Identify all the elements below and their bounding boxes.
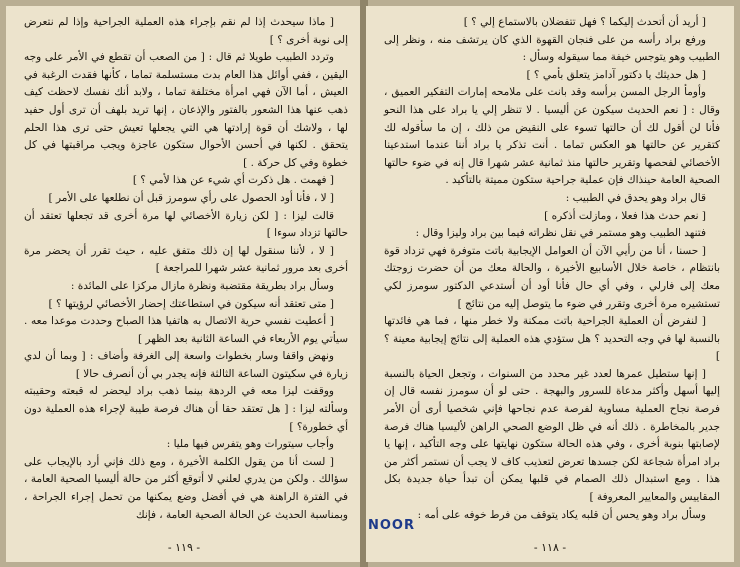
page-number: - ١١٩ -: [167, 541, 201, 554]
paragraph: وسأل براد وهو يحس أن قلبه يكاد يتوقف من فرط خوفه على أمه :: [417, 508, 706, 521]
page-number: - ١١٨ -: [533, 541, 567, 554]
left-page-text: [24, 14, 348, 524]
paragraph: ووقفت ليزا معه في الردهة بينما ذهب براد ليحضر له قبعته وحقيبته وسألته ليزا : [ هل تعتقد حقا أن هناك فرصة طيبة لإجراء هذه العملية دون أي خطورة؟ ]: [24, 385, 348, 433]
paragraph: [ أريد أن أتحدث إليكما ؟ فهل تتفضلان بالاستماع إلي ؟ ]: [463, 16, 706, 28]
paragraph: [ لا ، لأننا سنقول لها إن ذلك متفق عليه ، حيث تقرر أن يحضر مرة أخرى بعد مرور ثمانية عشر شهرا للمراجعة ]: [24, 244, 348, 275]
paragraph: [ فهمت . هل ذكرت أي شيء عن هذا لأمي ؟ ]: [132, 174, 334, 187]
paragraph: [ متى تعتقد أنه سيكون في استطاعتك إحضار الأخصائي لرؤيتها ؟ ]: [48, 297, 334, 310]
paragraph: فتنهد الطبيب وهو مستمر في نقل نظراته فيما بين براد وليزا وقال :: [415, 227, 706, 240]
paragraph: [ ماذا سيحدث إذا لم نقم بإجراء هذه العملية الجراحية وإذا لم نتعرض إلى نوبة أخرى ؟ ]: [24, 16, 348, 46]
paragraph: [ لنفرض أن العملية الجراحية باتت ممكنة ولا خطر منها ، فما هي فائدتها بالنسبة لها في وجه التحديد ؟ هل ستؤدي هذه العملية إلى نتائج إيجابية معينة ؟ ]: [384, 315, 720, 363]
paragraph: [ نعم حدث هذا فعلا ، ومازلت أذكره ]: [544, 209, 706, 222]
right-page: [366, 6, 734, 562]
paragraph: وسأل براد بطريقة مقتضبة ونظرة مازال مركزا على المائدة :: [70, 279, 334, 292]
paragraph: [ لا ، فأنا أود الحصول على رأي سومرز قبل أن نطلعها على الأمر ]: [48, 191, 334, 204]
watermark: NOOR: [368, 518, 415, 533]
paragraph: وأجاب سيتورات وهو يتفرس فيها مليا :: [166, 438, 334, 451]
paragraph: وأومأ الرجل المسن برأسه وقد بانت على ملامحه إمارات التفكير العميق ، وقال : [ نعم الحديث سيكون عن أليسيا . لا تنظر إلي يا براد على هذا النحو فأنا لن أقول لك أن حالتها تسوء على النقيض من ذلك ، إن ما سأقوله لك كتقرير عن حالتها هو العكس تماما . أنت تذكر يا براد أننا عندما استدعينا الأخصائي لفحصها وتقرير حالتها منذ ثمانية عشر شهرا قال إنه في ضوء حالتها الصحية العامة حينذاك فإن عملية جراحية ستكون مميتة بالتأكيد .: [384, 86, 720, 187]
paragraph: [ لست أنا من يقول الكلمة الأخيرة ، ومع ذلك فإني أرد بالإيجاب على سؤالك . ولكن من يدري لعلني لا أتوقع أكثر من حالة أليسيا الصحية العامة ، في الفترة الراهنة هي في أفضل وضع يمكنها من تحمل إجراء الجراحة ، وبمناسبة الحديث عن الحالة الصحية العامة ، فإنك: [24, 455, 348, 521]
right-page-text: [384, 14, 720, 524]
paragraph: قال براد وهو يحدق في الطبيب :: [565, 191, 706, 204]
paragraph: [ إنها ستطيل عمرها لعدد غير محدد من السنوات ، وتجعل الحياة بالنسبة إليها أسهل وأكثر مدعاة للسرور والبهجة . حتى لو أن سومرز نفسه قال إن فرصة نجاح العملية مساوية لفرصة عدم نجاحها فإني شخصيا أرى أن الأمر جدير بالمخاطرة . ذلك أنه في ظل الوضع الصحي الراهن لأليسيا هناك فرصة لإصابتها بنوبة أخرى ، وفي هذه الحالة ستكون نهايتها على وجه التأكيد ، إنها يا براد امرأة شجاعة لكن جسدها تعرض لتعذيب كاف لا يجب أن نستمر أكثر من هذا . ومع استبدال ذلك الصمام في قلبها يمكن أن تبدأ حياة جديدة بكل المقاييس والمعايير المعروفة ]: [384, 367, 720, 504]
paragraph: ونهض واقفا وسار بخطوات واسعة إلى الغرفة وأضاف : [ وبما أن لدي زيارة في سكيتون الساعة الثالثة فإنه يجدر بي أن أنصرف حالا ]: [24, 350, 348, 380]
paragraph: [ حسنا ، أنا من رأيي الآن أن العوامل الإيجابية باتت متوفرة فهي تزداد قوة بانتظام ، خاصة خلال الأسابيع الأخيرة ، والحالة معك من أن حضرت زوجتك معك إلى فارلي ، وفي أي حال فأنا أود أن أستدعي الدكتور سومرز لكي تستشيره مرة أخرى وتقرر في ضوء ما يتوصل إليه من نتائج ]: [384, 244, 720, 310]
paragraph: قالت ليزا : [ لكن زيارة الأخصائي لها مرة أخرى قد تجعلها تعتقد أن حالتها تزداد سوءا ]: [24, 209, 348, 240]
paragraph: ورفع براد رأسه من على فنجان القهوة الذي كان يرتشف منه ، ونظر إلى الطبيب وهو يتوجس خيفة مما سيقوله وسأل :: [384, 33, 720, 64]
left-page: [6, 6, 362, 562]
paragraph: [ أعطيت نفسي حرية الاتصال به هاتفيا هذا الصباح وحددت موعدا معه . سيأتي يوم الأربعاء في الساعة الثانية بعد الظهر ]: [24, 315, 348, 345]
paragraph: وتردد الطبيب طويلا ثم قال : [ من الصعب أن تقطع في الأمر على وجه اليقين ، ففي أوائل هذا العام بدت مستسلمة تماما ، كأنها فقدت الرغبة في العيش ، أما الآن فهي امرأة مختلفة تماما ، ولابد أنك نفسك لاحظت كيف ذهب عنها هذا الشعور بالفتور والإذعان ، إنها تريد بلهف أن ترى أول حفيد لها ، ولاشك أن قوة إرادتها هي التي يجعلها تعيش حتى ترى هذا الحلم يتحقق . لكنها في أحسن الأحوال ستكون عاجزة ويجب مراقبتها في كل خطوة وفي كل حركة . ]: [24, 51, 348, 169]
paragraph: [ هل حديثك يا دكتور آدامز يتعلق بأمي ؟ ]: [526, 68, 706, 81]
